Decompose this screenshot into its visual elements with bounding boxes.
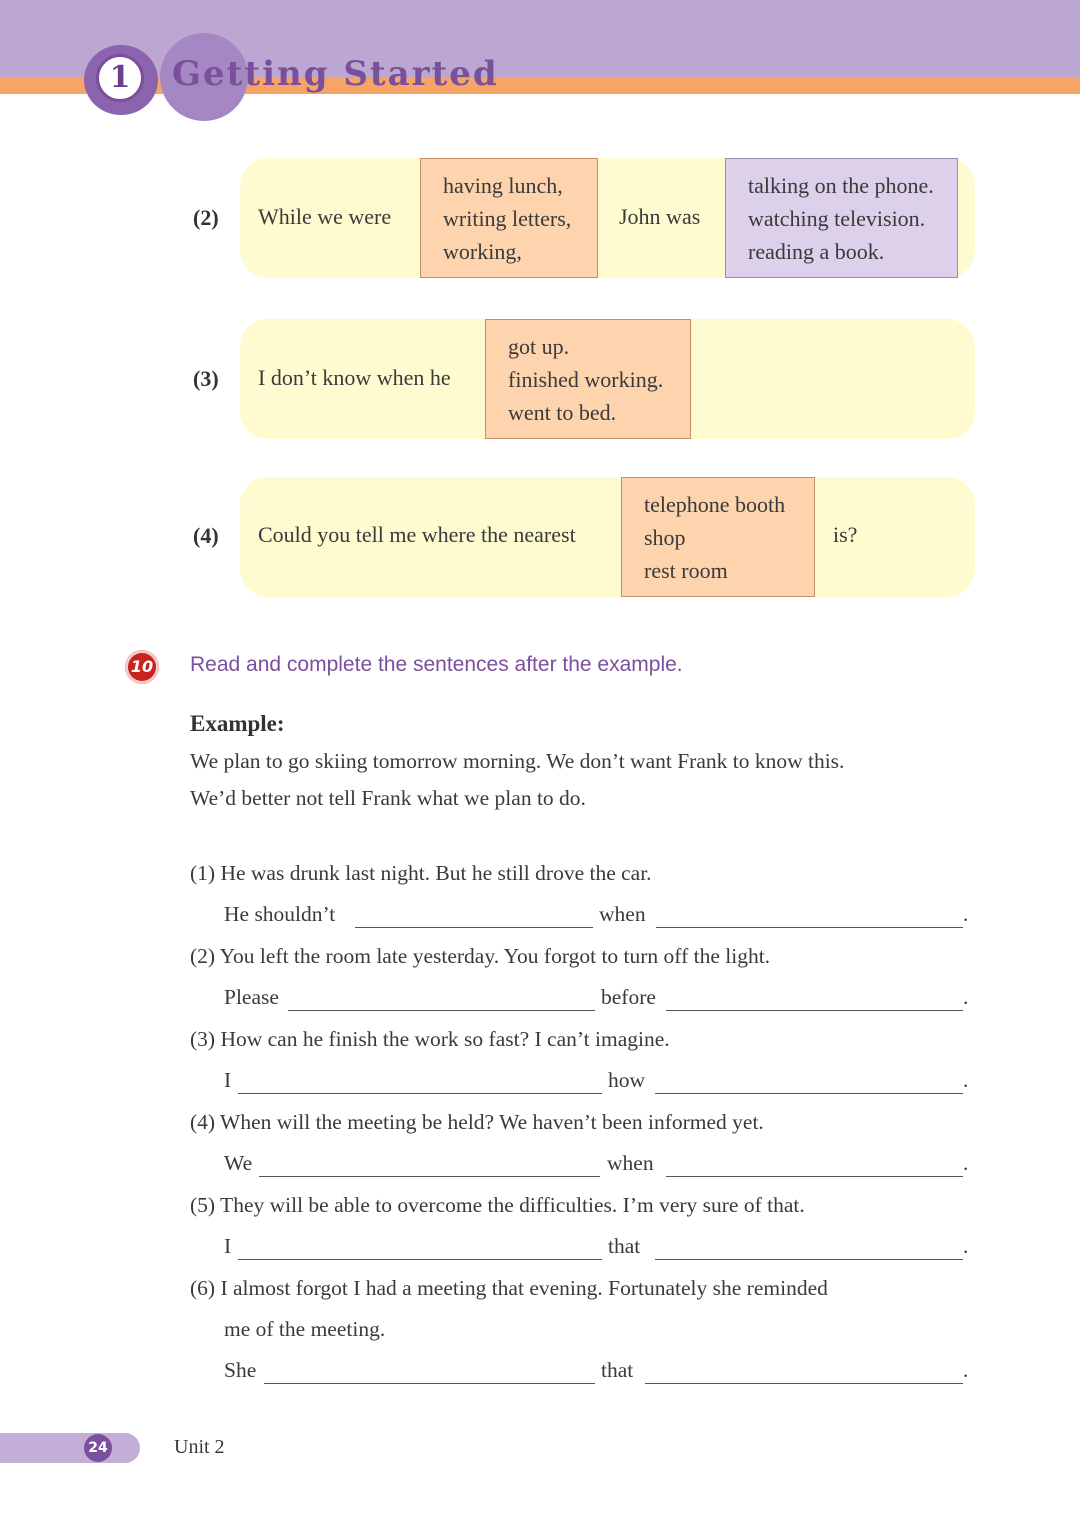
answer-connector: when	[607, 1151, 654, 1175]
question-text: (2) You left the room late yesterday. You forgot to turn off the light.	[190, 944, 771, 968]
answer-blank[interactable]	[666, 1176, 963, 1177]
option-text: finished working.	[508, 367, 664, 392]
table-lead-text: Could you tell me where the nearest	[258, 522, 576, 547]
page-title: Getting Started	[172, 54, 499, 94]
exercise-instruction: Read and complete the sentences after the example.	[190, 653, 683, 676]
option-text: watching television.	[748, 206, 926, 231]
options-box	[485, 319, 691, 439]
option-text: talking on the phone.	[748, 173, 934, 198]
answer-period: .	[963, 1151, 969, 1175]
answer-lead: We	[224, 1151, 253, 1175]
footer-bar	[0, 1433, 140, 1463]
answer-connector: how	[608, 1068, 646, 1092]
answer-period: .	[963, 1358, 969, 1382]
answer-connector: before	[601, 985, 656, 1009]
question-text: (4) When will the meeting be held? We haven’t been informed yet.	[190, 1110, 764, 1134]
example-line: We plan to go skiing tomorrow morning. We don’t want Frank to know this.	[190, 749, 845, 773]
page-number: 24	[84, 1434, 112, 1462]
option-text: rest room	[644, 558, 728, 583]
question-text-continued: me of the meeting.	[224, 1317, 386, 1341]
answer-lead: I	[224, 1068, 232, 1092]
table-number: (3)	[193, 366, 219, 391]
table-middle-text: John was	[619, 204, 701, 229]
example-line: We’d better not tell Frank what we plan to do.	[190, 786, 586, 810]
option-text: reading a book.	[748, 239, 885, 264]
answer-blank[interactable]	[655, 1093, 963, 1094]
answer-blank[interactable]	[264, 1383, 595, 1384]
options-box	[621, 477, 815, 597]
table-number: (4)	[193, 523, 219, 548]
answer-connector: that	[608, 1234, 641, 1258]
answer-lead: He shouldn’t	[224, 902, 336, 926]
answer-blank[interactable]	[288, 1010, 595, 1011]
answer-period: .	[963, 1068, 969, 1092]
answer-blank[interactable]	[238, 1259, 602, 1260]
answer-blank[interactable]	[355, 927, 593, 928]
answer-blank[interactable]	[645, 1383, 963, 1384]
option-text: got up.	[508, 334, 570, 359]
option-text: working,	[443, 239, 522, 264]
option-text: telephone booth	[644, 492, 786, 517]
answer-connector: that	[601, 1358, 634, 1382]
answer-lead: Please	[224, 985, 279, 1009]
table-tail-text: is?	[833, 522, 858, 547]
section-number: 1	[96, 54, 144, 102]
answer-blank[interactable]	[259, 1176, 600, 1177]
answer-lead: I	[224, 1234, 232, 1258]
answer-period: .	[963, 985, 969, 1009]
option-text: shop	[644, 525, 686, 550]
options-box-purple	[725, 158, 958, 278]
question-text: (3) How can he finish the work so fast? I can’t imagine.	[190, 1027, 670, 1051]
exercise-number-badge: 10	[125, 650, 159, 684]
answer-period: .	[963, 1234, 969, 1258]
question-text: (6) I almost forgot I had a meeting that evening. Fortunately she reminded	[190, 1276, 828, 1300]
table-lead-text: While we were	[258, 204, 392, 229]
option-text: writing letters,	[443, 206, 572, 231]
answer-period: .	[963, 902, 969, 926]
question-text: (1) He was drunk last night. But he still drove the car.	[190, 861, 652, 885]
answer-lead: She	[224, 1358, 257, 1382]
answer-blank[interactable]	[666, 1010, 963, 1011]
option-text: having lunch,	[443, 173, 563, 198]
option-text: went to bed.	[508, 400, 617, 425]
unit-label: Unit 2	[174, 1436, 225, 1458]
table-lead-text: I don’t know when he	[258, 365, 451, 390]
answer-blank[interactable]	[656, 927, 963, 928]
answer-connector: when	[599, 902, 646, 926]
example-label: Example:	[190, 711, 285, 736]
answer-blank[interactable]	[655, 1259, 963, 1260]
options-box	[420, 158, 598, 278]
question-text: (5) They will be able to overcome the difficulties. I’m very sure of that.	[190, 1193, 805, 1217]
answer-blank[interactable]	[238, 1093, 602, 1094]
table-number: (2)	[193, 205, 219, 230]
